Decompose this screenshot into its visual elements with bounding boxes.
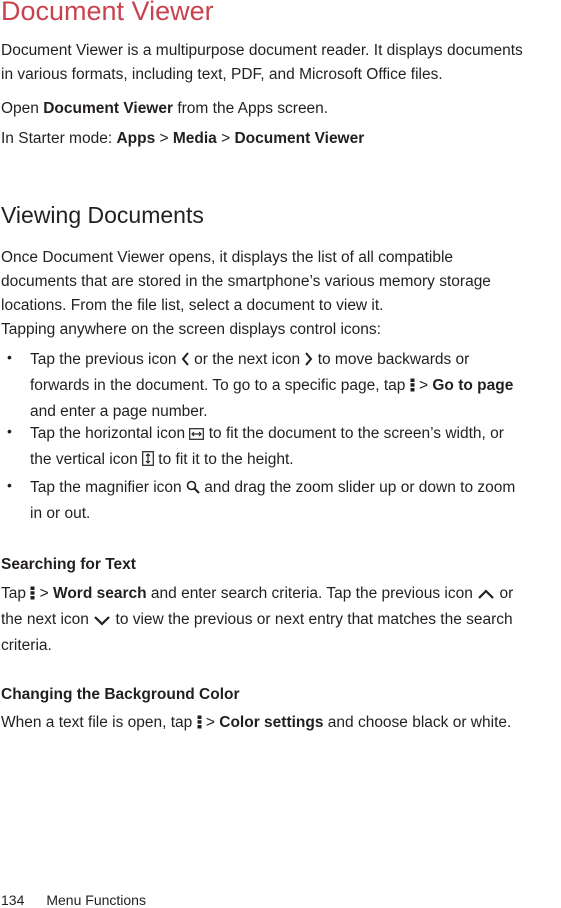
searching-paragraph xyxy=(1,582,559,658)
word-search-label: Word search xyxy=(52,585,147,602)
page-title: Document Viewer xyxy=(1,0,214,26)
subheading-searching: Searching for Text xyxy=(1,556,136,573)
path-document-viewer: Document Viewer xyxy=(234,130,365,147)
text: When a text file is open, tap xyxy=(1,714,197,731)
text: criteria. xyxy=(1,637,52,654)
path-media: Media xyxy=(172,130,217,147)
para-line: locations. From the file list, select a document to view it. xyxy=(1,297,384,314)
text: to move backwards or xyxy=(313,351,470,368)
page-footer xyxy=(1,892,146,908)
section-name: Menu Functions xyxy=(46,892,146,908)
starter-mode-path xyxy=(1,127,559,151)
separator: > xyxy=(414,377,433,394)
text: to view the previous or next entry that matches the search xyxy=(111,611,513,628)
section-heading-viewing: Viewing Documents xyxy=(1,202,204,228)
para-line: documents that are stored in the smartphone’s various memory storage xyxy=(1,273,491,290)
fit-height-icon xyxy=(142,450,154,474)
text: In Starter mode: xyxy=(1,130,117,147)
text: or xyxy=(495,585,514,602)
separator: > xyxy=(155,130,173,147)
intro-line: Document Viewer is a multipurpose document reader. It displays documents xyxy=(1,42,523,59)
text: forwards in the document. To go to a specific page, tap xyxy=(30,377,410,394)
chevron-down-icon xyxy=(93,610,111,634)
app-name: Document Viewer xyxy=(43,100,174,117)
tapping-text: Tapping anywhere on the screen displays control icons: xyxy=(1,321,381,338)
text: from the Apps screen. xyxy=(173,100,329,117)
text: in or out. xyxy=(30,505,91,522)
separator: > xyxy=(201,714,220,731)
text: and enter a page number. xyxy=(30,403,208,420)
intro-paragraph xyxy=(1,39,559,87)
text: and enter search criteria. Tap the previous icon xyxy=(146,585,478,602)
color-settings-label: Color settings xyxy=(219,714,324,731)
text: the next icon xyxy=(1,611,94,628)
text: or the next icon xyxy=(189,351,305,368)
intro-line: in various formats, including text, PDF, and Microsoft Office files. xyxy=(1,66,443,83)
bullet-zoom xyxy=(30,476,560,526)
subheading-background: Changing the Background Color xyxy=(1,686,240,703)
text: Tap the magnifier icon xyxy=(30,479,186,496)
bullet-marker: • xyxy=(7,477,12,493)
background-paragraph xyxy=(1,711,559,737)
para-line: Once Document Viewer opens, it displays the list of all compatible xyxy=(1,249,454,266)
bullet-marker: • xyxy=(7,423,12,439)
separator: > xyxy=(216,130,235,147)
chevron-left-icon xyxy=(181,350,190,374)
bullet-marker: • xyxy=(7,349,12,365)
text: the vertical icon xyxy=(30,451,142,468)
text: and choose black or white. xyxy=(323,714,512,731)
text: and drag the zoom slider up or down to zoom xyxy=(199,479,516,496)
page-number: 134 xyxy=(1,892,25,908)
open-instruction xyxy=(1,97,559,121)
go-to-page-label: Go to page xyxy=(432,377,514,394)
bullet-fit xyxy=(30,422,560,474)
chevron-up-icon xyxy=(477,584,495,608)
text: Tap the previous icon xyxy=(30,351,181,368)
path-apps: Apps xyxy=(116,130,156,147)
fit-width-icon xyxy=(189,424,204,448)
text: to fit it to the height. xyxy=(154,451,294,468)
text: to fit the document to the screen’s width, or xyxy=(204,425,504,442)
text: Open xyxy=(1,100,44,117)
text: Tap xyxy=(1,585,31,602)
viewing-paragraph xyxy=(1,246,559,318)
text: Tap the horizontal icon xyxy=(30,425,190,442)
separator: > xyxy=(35,585,53,602)
magnifier-icon xyxy=(186,478,200,502)
bullet-navigate xyxy=(30,348,560,424)
